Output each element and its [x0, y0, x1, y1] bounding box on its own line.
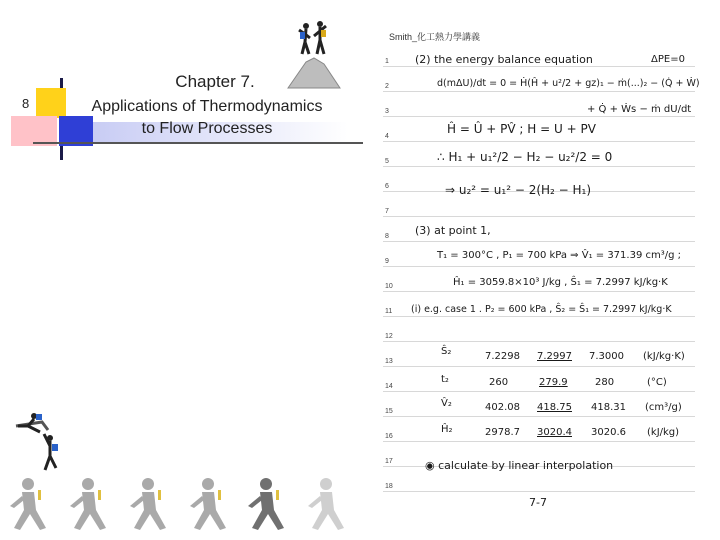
note-equation-cont: + Q̇ + Ẇs − ṁ dU/dt — [587, 104, 692, 115]
line-number: 16 — [385, 433, 393, 440]
table-cell: 7.3000 — [589, 351, 624, 362]
table-cell: 402.08 — [485, 402, 520, 413]
note-rule — [383, 416, 695, 417]
note-case-1: (i) e.g. case 1 . P₂ = 600 kPa , Ŝ₂ = Ŝ₁ = 7.2997 kJ/kg·K — [411, 304, 672, 315]
line-number: 7 — [385, 208, 389, 215]
line-number: 17 — [385, 458, 393, 465]
table-row-label: t₂ — [441, 374, 449, 385]
line-number: 6 — [385, 183, 389, 190]
table-cell: 260 — [489, 377, 509, 388]
note-rule — [383, 316, 695, 317]
table-unit: (kJ/kg) — [647, 427, 680, 438]
line-number: 4 — [385, 133, 389, 140]
notes-header: Smith_化工熱力學講義 — [389, 32, 481, 42]
note-rule — [383, 241, 695, 242]
table-row-label: V̂₂ — [441, 398, 452, 409]
table-cell: 2978.7 — [485, 427, 520, 438]
running-figures-icon — [0, 476, 360, 538]
line-number: 2 — [385, 83, 389, 90]
line-number: 13 — [385, 358, 393, 365]
table-unit: (kJ/kg·K) — [643, 351, 685, 362]
slide-title-line-3: to Flow Processes — [141, 120, 273, 137]
title-horizontal-rule — [33, 142, 363, 144]
note-rule — [383, 366, 695, 367]
note-assumption: ΔPE=0 — [651, 54, 685, 65]
table-cell: 3020.6 — [591, 427, 626, 438]
note-simplified-balance: ∴ H₁ + u₁²/2 − H₂ − u₂²/2 = 0 — [437, 150, 613, 164]
table-unit: (°C) — [647, 377, 667, 388]
line-number: 15 — [385, 408, 393, 415]
note-point-1-conditions: T₁ = 300°C , P₁ = 700 kPa ⇒ V̂₁ = 371.39 cm³/g ; — [437, 250, 682, 261]
climbers-helping-icon — [14, 408, 64, 474]
note-rule — [383, 266, 695, 267]
line-number: 18 — [385, 483, 393, 490]
note-rule — [383, 291, 695, 292]
line-number: 11 — [385, 308, 393, 315]
line-number: 12 — [385, 333, 393, 340]
table-cell: 3020.4 — [537, 427, 572, 438]
note-rule — [383, 166, 695, 167]
note-rule — [383, 391, 695, 392]
slide-title-main — [74, 96, 340, 140]
note-velocity-result: ⇒ u₂² = u₁² − 2(H₂ − H₁) — [445, 183, 592, 197]
line-number: 5 — [385, 158, 389, 165]
note-point-1-properties: Ĥ₁ = 3059.8×10³ J/kg , Ŝ₁ = 7.2997 kJ/kg·K — [453, 277, 668, 288]
note-enthalpy-def: Ĥ = Û + PV̂ ; H = U + PV — [447, 122, 596, 136]
slide-title-line-2: Applications of Thermodynamics — [91, 98, 323, 115]
table-cell: 7.2997 — [537, 351, 572, 362]
note-rule — [383, 441, 695, 442]
note-rule — [383, 216, 695, 217]
note-rule — [383, 491, 695, 492]
table-cell: 279.9 — [539, 377, 568, 388]
note-rule — [383, 116, 695, 117]
line-number: 3 — [385, 108, 389, 115]
table-cell: 418.31 — [591, 402, 626, 413]
decor-square-yellow — [36, 88, 66, 118]
slide-number: 8 — [22, 96, 30, 111]
climber-pair-on-peak-icon — [284, 18, 344, 90]
note-heading-energy-balance: (2) the energy balance equation — [415, 53, 593, 66]
table-unit: (cm³/g) — [645, 402, 682, 413]
line-number: 14 — [385, 383, 393, 390]
slide-title-chapter: Chapter 7. — [175, 72, 255, 91]
note-page-number: 7-7 — [529, 496, 547, 509]
table-row-label: Ŝ₂ — [441, 346, 452, 357]
line-number: 9 — [385, 258, 389, 265]
table-row-label: Ĥ₂ — [441, 424, 453, 435]
line-number: 8 — [385, 233, 389, 240]
note-rule — [383, 341, 695, 342]
table-cell: 418.75 — [537, 402, 572, 413]
handwritten-notes-page — [381, 26, 700, 509]
table-cell: 7.2298 — [485, 351, 520, 362]
note-equation-energy: d(mΔU)/dt = 0 = Ḣ(Ĥ + u²/2 + gz)₁ − ṁ(...)₂ − (Q̇ + Ẇ) — [437, 78, 700, 89]
note-point-1: (3) at point 1, — [415, 224, 491, 237]
note-interpolation: ◉ calculate by linear interpolation — [425, 459, 614, 472]
note-rule — [383, 91, 695, 92]
note-rule — [383, 141, 695, 142]
line-number: 1 — [385, 58, 389, 65]
note-rule — [383, 66, 695, 67]
table-cell: 280 — [595, 377, 615, 388]
line-number: 10 — [385, 283, 393, 290]
